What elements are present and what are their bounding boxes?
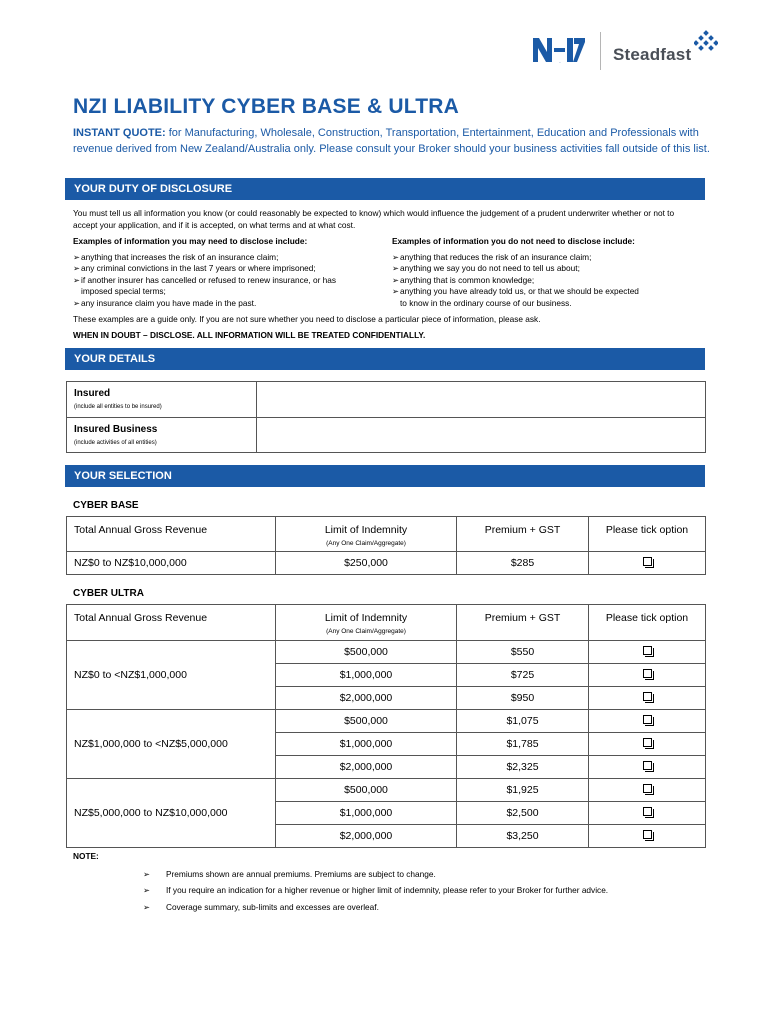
disclosure-guide: These examples are a guide only. If you are not sure whether you need to disclose a particular piece of information, please ask. [73,314,541,324]
cyber-ultra-table [66,604,706,848]
table-row [67,779,706,802]
col-limit-sub: (Any One Claim/Aggregate) [326,540,406,547]
disclosure-right-heading: Examples of information you do not need to disclose include: [392,236,635,246]
option-checkbox[interactable] [643,807,652,816]
col-limit-label: Limit of Indemnity [324,524,408,536]
cyber-base-title: CYBER BASE [73,500,139,511]
limit-cell: $1,000,000 [276,733,457,756]
list-item: ➢ if another insurer has cancelled or refused to renew insurance, or has imposed special terms; [73,274,337,297]
logo-divider [600,32,601,70]
option-checkbox[interactable] [643,715,652,724]
revenue-cell: NZ$5,000,000 to NZ$10,000,000 [67,779,276,848]
tick-cell [589,552,706,575]
disclosure-left-heading: Examples of information you may need to disclose include: [73,236,308,246]
limit-cell: $500,000 [276,710,457,733]
premium-cell: $1,925 [457,779,589,802]
premium-cell: $950 [457,687,589,710]
disclosure-left-column [73,236,378,310]
col-premium: Premium + GST [457,517,589,552]
disclosure-doubt: WHEN IN DOUBT – DISCLOSE. ALL INFORMATION WILL BE TREATED CONFIDENTIALLY. [73,330,426,340]
tick-cell [589,710,706,733]
tick-cell [589,733,706,756]
revenue-cell: NZ$0 to NZ$10,000,000 [67,552,276,575]
limit-cell: $1,000,000 [276,802,457,825]
list-item: ➢ Coverage summary, sub-limits and excesses are overleaf. [143,901,379,912]
tick-cell [589,756,706,779]
tick-cell [589,641,706,664]
nzi-logo-text: NZI [559,63,561,64]
option-checkbox[interactable] [643,738,652,747]
insured-label: Insured [74,388,111,399]
col-revenue: Total Annual Gross Revenue [67,605,276,641]
premium-cell: $1,075 [457,710,589,733]
list-item: ➢ anything that increases the risk of an insurance claim; [73,251,279,262]
cyber-base-table [66,516,706,575]
option-checkbox[interactable] [643,761,652,770]
option-checkbox[interactable] [643,646,652,655]
premium-cell: $2,500 [457,802,589,825]
disclosure-right-column [392,236,682,310]
col-tick: Please tick option [589,517,706,552]
premium-cell: $3,250 [457,825,589,848]
list-item: ➢ anything we say you do not need to tell us about; [392,263,580,274]
limit-cell: $2,000,000 [276,756,457,779]
option-checkbox[interactable] [643,692,652,701]
notes-title: NOTE: [73,851,99,861]
table-row [67,641,706,664]
option-checkbox[interactable] [643,669,652,678]
insured-field[interactable] [257,382,706,418]
list-item: ➢ anything that is common knowledge; [392,274,535,285]
limit-cell: $2,000,000 [276,825,457,848]
intro-body: for Manufacturing, Wholesale, Construction, Transportation, Entertainment, Education and Professionals with revenue derived from New Zealand/Australia only. Please consult your Broker should your business activities fall outside of this list. [73,127,710,155]
list-item: ➢ anything that reduces the risk of an insurance claim; [392,251,592,262]
premium-cell: $285 [457,552,589,575]
page-title: NZI LIABILITY CYBER BASE & ULTRA [73,95,459,118]
list-item: ➢ If you require an indication for a higher revenue or higher limit of indemnity, please refer to your Broker for further advice. [143,885,609,896]
table-row [67,552,706,575]
col-limit [276,517,457,552]
intro-label: INSTANT QUOTE: [73,127,166,139]
premium-cell: $550 [457,641,589,664]
intro-text [73,126,713,157]
insured-label-cell [67,382,257,418]
revenue-cell: NZ$0 to <NZ$1,000,000 [67,641,276,710]
selection-heading: YOUR SELECTION [65,465,705,487]
tick-cell [589,802,706,825]
premium-cell: $1,785 [457,733,589,756]
list-item: ➢ any insurance claim you have made in the past. [73,297,257,308]
premium-cell: $2,325 [457,756,589,779]
limit-cell: $2,000,000 [276,687,457,710]
premium-cell: $725 [457,664,589,687]
tick-cell [589,664,706,687]
list-item: ➢ anything you have already told us, or that we should be expected to know in the ordinary course of our business. [392,286,639,308]
option-checkbox[interactable] [643,830,652,839]
table-header-row [67,517,706,552]
steadfast-logo-text: Steadfast [613,45,692,64]
limit-cell: $1,000,000 [276,664,457,687]
option-checkbox[interactable] [643,557,652,566]
limit-cell: $250,000 [276,552,457,575]
insured-business-sub: (include activities of all entities) [74,440,157,446]
col-revenue: Total Annual Gross Revenue [67,517,276,552]
insured-business-field[interactable] [257,418,706,453]
insured-sub: (include all entities to be insured) [74,404,162,410]
col-limit-sub: (Any One Claim/Aggregate) [326,628,406,635]
cyber-ultra-title: CYBER ULTRA [73,588,144,599]
details-table [66,381,706,453]
insured-business-label-cell [67,418,257,453]
insured-business-label: Insured Business [74,424,158,435]
tick-cell [589,779,706,802]
disclosure-paragraph: You must tell us all information you know (or could reasonably be expected to know) which would influence the judgement of a prudent underwriter whether or not to accept your application, and if it is accepted, on what terms and at what cost. [73,208,675,230]
notes-list [143,866,608,915]
list-item: ➢ Premiums shown are annual premiums. Premiums are subject to change. [143,869,436,879]
details-heading: YOUR DETAILS [65,348,705,370]
table-row [67,710,706,733]
option-checkbox[interactable] [643,784,652,793]
col-limit [276,605,457,641]
col-premium: Premium + GST [457,605,589,641]
limit-cell: $500,000 [276,641,457,664]
list-item: ➢ any criminal convictions in the last 7 years or where imprisoned; [73,263,316,274]
revenue-cell: NZ$1,000,000 to <NZ$5,000,000 [67,710,276,779]
limit-cell: $500,000 [276,779,457,802]
disclosure-heading: YOUR DUTY OF DISCLOSURE [65,178,705,200]
table-header-row [67,605,706,641]
tick-cell [589,687,706,710]
nzi-logo [533,36,585,64]
col-limit-label: Limit of Indemnity [324,612,408,624]
tick-cell [589,825,706,848]
col-tick: Please tick option [589,605,706,641]
steadfast-diamond-icon [694,30,718,54]
